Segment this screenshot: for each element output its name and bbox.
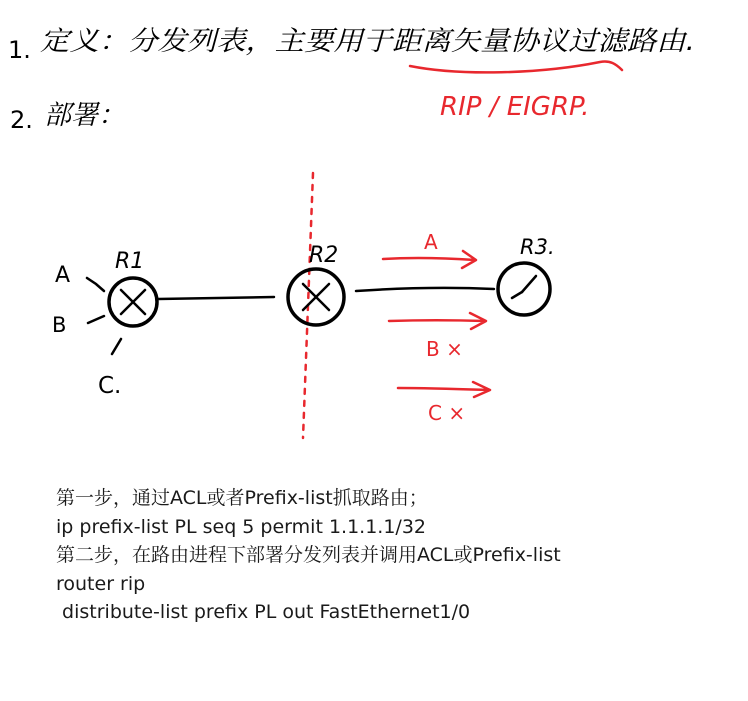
input-c-label: C. [98,373,122,399]
item2-number: 2. [10,106,33,134]
router-r3-label: R3. [520,235,555,259]
input-b-label: B [52,313,67,337]
router-r1 [109,278,157,326]
config-notes [56,484,736,627]
input-a-stroke [87,278,104,291]
link-r1-r2 [158,297,274,299]
flow-b-label: B × [426,337,463,361]
flow-a [383,230,476,268]
flow-c [398,382,490,425]
flow-b-arrow [389,313,486,329]
router-r1-label: R1 [115,249,145,274]
protocol-note: RIP / EIGRP. [440,92,590,122]
flow-a-label: A [424,230,438,254]
router-r2-label: R2 [309,243,339,268]
notes-prefix-list-command: ip prefix-list PL seq 5 permit 1.1.1.1/32 [56,515,426,538]
definition-underline [410,61,622,72]
flow-b [389,313,486,361]
notes-distribute-list-command: distribute-list prefix PL out FastEthernet1/0 [56,601,471,623]
item1-number: 1. [8,36,31,64]
router-r3-cross-a [512,292,522,298]
notes-step1: 第一步，通过ACL或者Prefix-list抓取路由； [56,487,428,509]
deployment-text: 部署： [44,100,125,131]
router-r3 [498,263,550,315]
link-r2-r3 [356,288,494,291]
flow-c-arrow [398,382,490,397]
input-a-label: A [55,263,71,288]
input-b-stroke [88,316,104,323]
router-r3-cross-b [522,276,536,292]
router-r2 [288,269,344,325]
flow-c-label: C × [428,401,466,425]
definition-text: 定义：分发列表，主要用于距离矢量协议过滤路由. [40,26,695,57]
input-c-stroke [112,339,121,354]
notes-router-rip-command: router rip [56,572,146,595]
notes-step2: 第二步，在路由进程下部署分发列表并调用ACL或Prefix-list [56,544,561,566]
